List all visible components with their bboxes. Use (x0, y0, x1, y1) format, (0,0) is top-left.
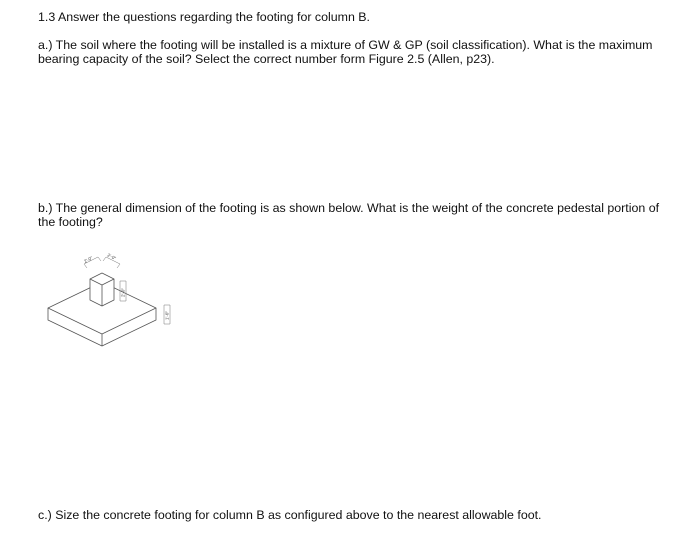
pedestal-width-label: 2'-0" (83, 255, 94, 264)
footing-isometric-figure (40, 250, 190, 362)
pedestal-height-label: 2'-0" (120, 288, 126, 297)
pedestal (90, 273, 114, 306)
question-a: a.) The soil where the footing will be installed is a mixture of GW & GP (soil classification). What is the maximum bearing capacity of the soil? Select the correct number form Figure 2.5 (Allen, p23). (38, 38, 653, 66)
section-heading: 1.3 Answer the questions regarding the footing for column B. (38, 10, 370, 24)
footing-thickness-label: 1'-0" (164, 311, 170, 320)
question-c: c.) Size the concrete footing for column B as configured above to the nearest allowable foot. (38, 508, 542, 522)
question-b: b.) The general dimension of the footing is as shown below. What is the weight of the concrete pedestal portion of the footing? (38, 201, 660, 229)
pedestal-depth-label: 2'-0" (106, 252, 117, 261)
